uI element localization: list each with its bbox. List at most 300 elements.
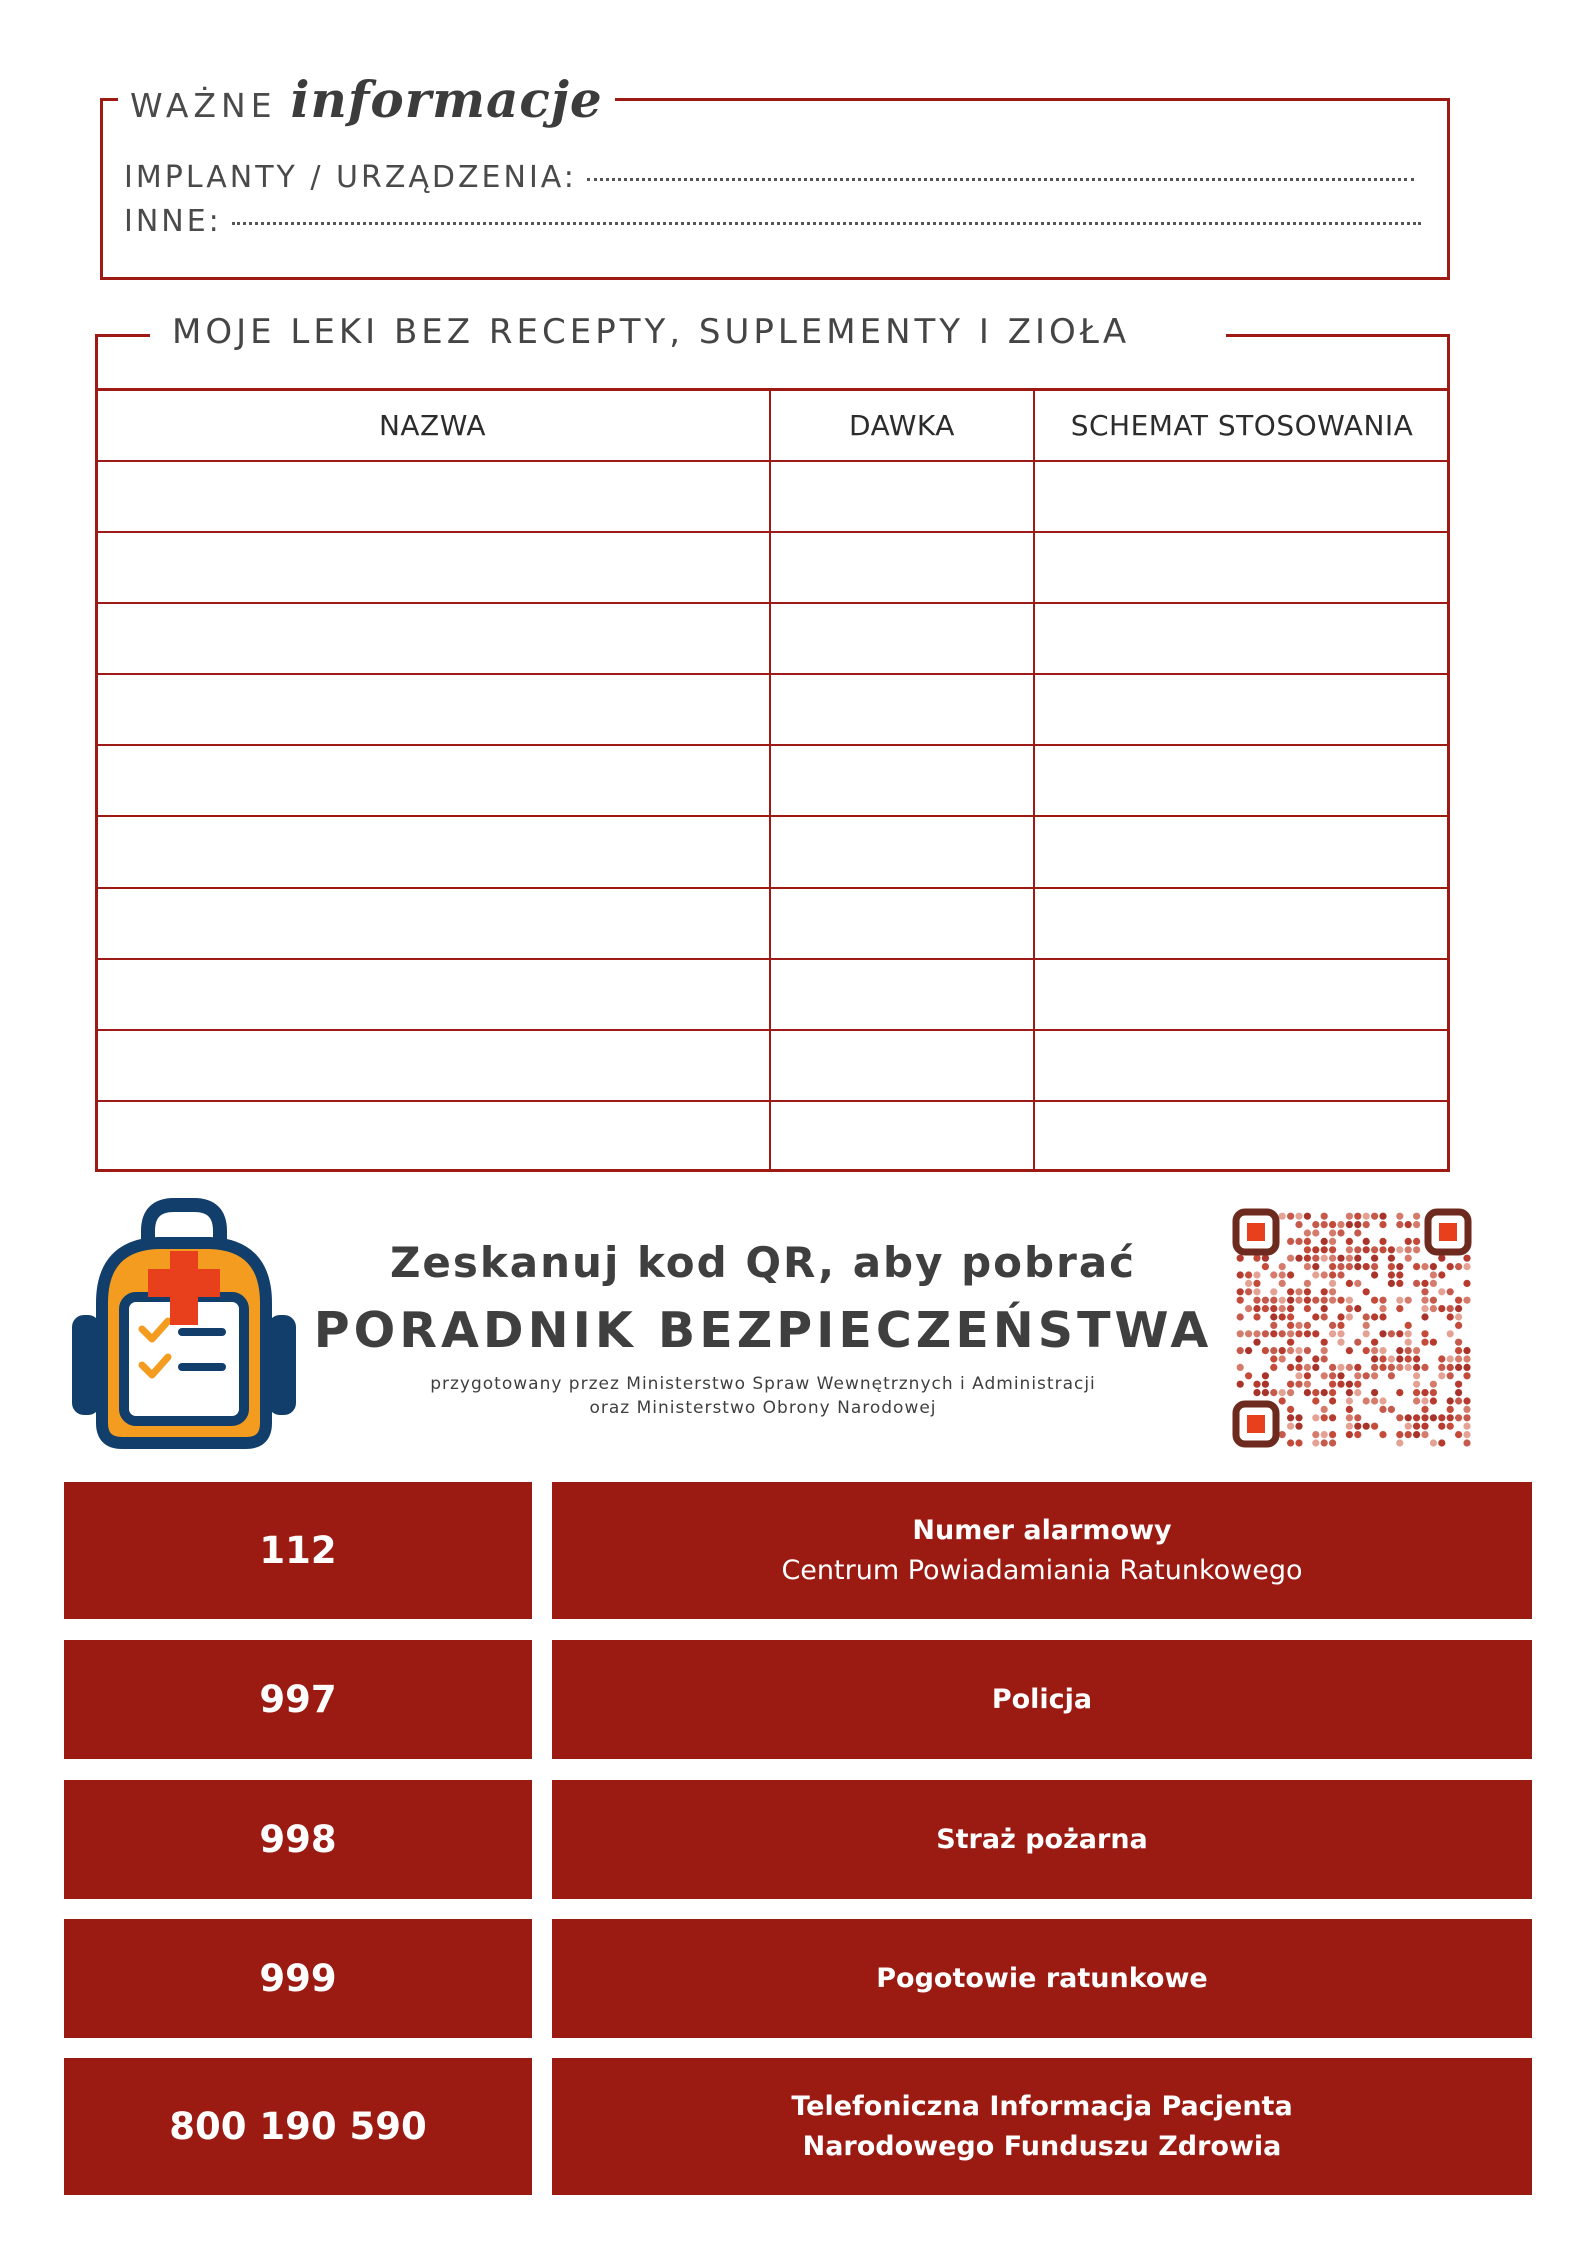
qr-dot bbox=[1321, 1372, 1328, 1379]
qr-dot bbox=[1312, 1355, 1319, 1362]
qr-dot bbox=[1388, 1255, 1395, 1262]
qr-dot bbox=[1354, 1364, 1361, 1371]
qr-dot bbox=[1463, 1297, 1470, 1304]
qr-dot bbox=[1421, 1364, 1428, 1371]
qr-dot bbox=[1396, 1364, 1403, 1371]
qr-dot bbox=[1396, 1439, 1403, 1446]
qr-dot bbox=[1346, 1397, 1353, 1404]
qr-dot bbox=[1329, 1238, 1336, 1245]
table-row bbox=[96, 888, 1449, 959]
qr-dot bbox=[1396, 1414, 1403, 1421]
qr-dot bbox=[1363, 1372, 1370, 1379]
qr-dot bbox=[1321, 1439, 1328, 1446]
qr-dot bbox=[1321, 1406, 1328, 1413]
qr-dot bbox=[1413, 1372, 1420, 1379]
qr-dot bbox=[1329, 1389, 1336, 1396]
qr-dot bbox=[1321, 1389, 1328, 1396]
qr-dot bbox=[1337, 1381, 1344, 1388]
qr-dot bbox=[1329, 1330, 1336, 1337]
qr-dot bbox=[1295, 1213, 1302, 1220]
qr-dot bbox=[1371, 1313, 1378, 1320]
qr-dot bbox=[1287, 1439, 1294, 1446]
qr-dot bbox=[1413, 1213, 1420, 1220]
qr-dot bbox=[1312, 1263, 1319, 1270]
qr-dot bbox=[1312, 1389, 1319, 1396]
qr-dot bbox=[1329, 1322, 1336, 1329]
qr-dot bbox=[1405, 1339, 1412, 1346]
name-cell[interactable] bbox=[96, 816, 770, 887]
qr-dot bbox=[1253, 1313, 1260, 1320]
qr-dot bbox=[1295, 1330, 1302, 1337]
qr-dot bbox=[1287, 1297, 1294, 1304]
qr-dot bbox=[1337, 1339, 1344, 1346]
dose-cell[interactable] bbox=[770, 745, 1034, 816]
qr-dot bbox=[1430, 1439, 1437, 1446]
qr-dot bbox=[1270, 1305, 1277, 1312]
dose-cell[interactable] bbox=[770, 674, 1034, 745]
qr-dot bbox=[1455, 1397, 1462, 1404]
qr-dot bbox=[1245, 1305, 1252, 1312]
emergency-desc-nfz bbox=[552, 2058, 1532, 2195]
qr-dot bbox=[1455, 1431, 1462, 1438]
qr-dot bbox=[1354, 1423, 1361, 1430]
qr-dot bbox=[1312, 1364, 1319, 1371]
other-field[interactable] bbox=[124, 204, 1421, 239]
qr-dot bbox=[1438, 1372, 1445, 1379]
qr-dot bbox=[1270, 1271, 1277, 1278]
qr-dot bbox=[1421, 1313, 1428, 1320]
qr-dot bbox=[1329, 1229, 1336, 1236]
table-row bbox=[96, 1101, 1449, 1172]
qr-dot bbox=[1463, 1364, 1470, 1371]
qr-dot bbox=[1463, 1372, 1470, 1379]
qr-dot bbox=[1304, 1347, 1311, 1354]
qr-dot bbox=[1295, 1221, 1302, 1228]
qr-dot bbox=[1363, 1423, 1370, 1430]
qr-dot bbox=[1405, 1221, 1412, 1228]
qr-dot bbox=[1262, 1255, 1269, 1262]
qr-dot bbox=[1354, 1372, 1361, 1379]
name-cell[interactable] bbox=[96, 888, 770, 959]
qr-dot bbox=[1405, 1414, 1412, 1421]
qr-dot bbox=[1430, 1263, 1437, 1270]
qr-dot bbox=[1405, 1431, 1412, 1438]
qr-dot bbox=[1430, 1305, 1437, 1312]
name-cell[interactable] bbox=[96, 1030, 770, 1101]
qr-dot bbox=[1447, 1305, 1454, 1312]
qr-dot bbox=[1421, 1423, 1428, 1430]
qr-finder-top-left bbox=[1236, 1212, 1276, 1252]
qr-dot bbox=[1413, 1431, 1420, 1438]
qr-dot bbox=[1363, 1263, 1370, 1270]
qr-dot bbox=[1270, 1364, 1277, 1371]
qr-dot bbox=[1413, 1246, 1420, 1253]
qr-dot bbox=[1455, 1297, 1462, 1304]
qr-dot bbox=[1312, 1229, 1319, 1236]
qr-dot bbox=[1363, 1330, 1370, 1337]
schedule-cell[interactable] bbox=[1034, 461, 1449, 532]
qr-code[interactable] bbox=[1232, 1208, 1472, 1448]
qr-dot bbox=[1363, 1322, 1370, 1329]
qr-dot bbox=[1321, 1355, 1328, 1362]
qr-dot bbox=[1455, 1355, 1462, 1362]
qr-dot bbox=[1455, 1347, 1462, 1354]
qr-dot bbox=[1396, 1347, 1403, 1354]
qr-dot bbox=[1295, 1364, 1302, 1371]
qr-dot bbox=[1337, 1322, 1344, 1329]
qr-dot bbox=[1388, 1330, 1395, 1337]
qr-dot bbox=[1421, 1431, 1428, 1438]
qr-dot bbox=[1237, 1330, 1244, 1337]
emergency-title: Policja bbox=[991, 1683, 1093, 1715]
qr-dot bbox=[1312, 1330, 1319, 1337]
qr-dot bbox=[1413, 1355, 1420, 1362]
qr-dot bbox=[1379, 1313, 1386, 1320]
meds-table bbox=[96, 388, 1449, 1172]
dose-cell[interactable] bbox=[770, 959, 1034, 1030]
qr-dot bbox=[1262, 1305, 1269, 1312]
qr-dot bbox=[1279, 1355, 1286, 1362]
qr-dot bbox=[1430, 1414, 1437, 1421]
qr-dot bbox=[1321, 1414, 1328, 1421]
promo-prepared-by-line2: oraz Ministerstwo Obrony Narodowej bbox=[589, 1398, 937, 1418]
qr-dot bbox=[1312, 1255, 1319, 1262]
schedule-cell[interactable] bbox=[1034, 1101, 1449, 1172]
qr-dot bbox=[1329, 1280, 1336, 1287]
qr-dot bbox=[1321, 1213, 1328, 1220]
qr-dot bbox=[1287, 1313, 1294, 1320]
qr-dot bbox=[1388, 1263, 1395, 1270]
emergency-number-nfz[interactable]: 800 190 590 bbox=[64, 2058, 532, 2195]
dose-cell[interactable] bbox=[770, 532, 1034, 603]
emergency-number-112[interactable]: 112 bbox=[64, 1482, 532, 1619]
qr-dot bbox=[1346, 1255, 1353, 1262]
qr-dot bbox=[1413, 1381, 1420, 1388]
qr-dot bbox=[1363, 1221, 1370, 1228]
qr-finder-bottom-left bbox=[1236, 1404, 1276, 1444]
qr-dot bbox=[1329, 1381, 1336, 1388]
qr-dot bbox=[1354, 1280, 1361, 1287]
qr-dot bbox=[1287, 1330, 1294, 1337]
qr-dot bbox=[1287, 1238, 1294, 1245]
qr-dot bbox=[1379, 1406, 1386, 1413]
qr-dot bbox=[1253, 1339, 1260, 1346]
emergency-number-999[interactable]: 999 bbox=[64, 1919, 532, 2038]
emergency-title: Pogotowie ratunkowe bbox=[876, 1962, 1208, 1994]
qr-dot bbox=[1262, 1372, 1269, 1379]
qr-dot bbox=[1447, 1372, 1454, 1379]
qr-dot bbox=[1447, 1423, 1454, 1430]
qr-dot bbox=[1287, 1389, 1294, 1396]
qr-dot bbox=[1405, 1255, 1412, 1262]
qr-dot bbox=[1405, 1364, 1412, 1371]
dose-cell[interactable] bbox=[770, 816, 1034, 887]
qr-dot bbox=[1354, 1255, 1361, 1262]
dose-cell[interactable] bbox=[770, 1101, 1034, 1172]
qr-dot bbox=[1253, 1297, 1260, 1304]
emergency-title: Telefoniczna Informacja Pacjenta bbox=[791, 2090, 1293, 2122]
name-cell[interactable] bbox=[96, 959, 770, 1030]
qr-dot bbox=[1413, 1423, 1420, 1430]
qr-dot bbox=[1287, 1288, 1294, 1295]
dose-cell[interactable] bbox=[770, 1030, 1034, 1101]
emergency-number-997[interactable]: 997 bbox=[64, 1640, 532, 1759]
emergency-desc-112 bbox=[552, 1482, 1532, 1619]
qr-dot bbox=[1346, 1414, 1353, 1421]
qr-dot bbox=[1421, 1280, 1428, 1287]
qr-dot bbox=[1337, 1330, 1344, 1337]
schedule-cell[interactable] bbox=[1034, 1030, 1449, 1101]
qr-dot bbox=[1312, 1271, 1319, 1278]
qr-dot bbox=[1438, 1364, 1445, 1371]
qr-dot bbox=[1371, 1389, 1378, 1396]
qr-dot bbox=[1337, 1229, 1344, 1236]
qr-dot bbox=[1346, 1406, 1353, 1413]
qr-dot bbox=[1405, 1355, 1412, 1362]
qr-dot bbox=[1304, 1288, 1311, 1295]
qr-dot bbox=[1337, 1271, 1344, 1278]
qr-dot bbox=[1346, 1381, 1353, 1388]
meds-header-row bbox=[96, 390, 1449, 461]
qr-dot bbox=[1295, 1347, 1302, 1354]
qr-dot bbox=[1363, 1213, 1370, 1220]
qr-dot bbox=[1279, 1431, 1286, 1438]
qr-dot bbox=[1329, 1263, 1336, 1270]
qr-dot bbox=[1371, 1255, 1378, 1262]
qr-dot bbox=[1413, 1221, 1420, 1228]
qr-dot bbox=[1455, 1414, 1462, 1421]
qr-dot bbox=[1371, 1423, 1378, 1430]
qr-dot bbox=[1396, 1280, 1403, 1287]
qr-dot bbox=[1463, 1423, 1470, 1430]
qr-dot bbox=[1270, 1322, 1277, 1329]
qr-dot bbox=[1438, 1305, 1445, 1312]
qr-dot bbox=[1447, 1364, 1454, 1371]
qr-dot bbox=[1354, 1339, 1361, 1346]
qr-dot bbox=[1354, 1221, 1361, 1228]
qr-dot bbox=[1270, 1355, 1277, 1362]
dose-cell[interactable] bbox=[770, 603, 1034, 674]
qr-dot bbox=[1455, 1381, 1462, 1388]
qr-dot bbox=[1463, 1355, 1470, 1362]
table-row bbox=[96, 461, 1449, 532]
table-row bbox=[96, 959, 1449, 1030]
qr-dot bbox=[1279, 1397, 1286, 1404]
qr-dot bbox=[1270, 1347, 1277, 1354]
qr-dot bbox=[1304, 1389, 1311, 1396]
qr-dot bbox=[1379, 1397, 1386, 1404]
qr-dot bbox=[1354, 1381, 1361, 1388]
qr-dot bbox=[1346, 1364, 1353, 1371]
emergency-desc-997 bbox=[552, 1640, 1532, 1759]
qr-dot bbox=[1371, 1213, 1378, 1220]
emergency-title: Numer alarmowy bbox=[912, 1514, 1172, 1546]
qr-dot bbox=[1346, 1297, 1353, 1304]
qr-dot bbox=[1388, 1280, 1395, 1287]
table-row bbox=[96, 532, 1449, 603]
qr-dot bbox=[1354, 1305, 1361, 1312]
qr-dot bbox=[1270, 1389, 1277, 1396]
qr-dot bbox=[1455, 1339, 1462, 1346]
schedule-cell[interactable] bbox=[1034, 603, 1449, 674]
qr-dot bbox=[1354, 1246, 1361, 1253]
schedule-cell[interactable] bbox=[1034, 745, 1449, 816]
qr-dot bbox=[1430, 1339, 1437, 1346]
schedule-cell[interactable] bbox=[1034, 888, 1449, 959]
qr-dot bbox=[1438, 1355, 1445, 1362]
qr-dot bbox=[1295, 1297, 1302, 1304]
qr-dot bbox=[1262, 1330, 1269, 1337]
qr-dot bbox=[1346, 1246, 1353, 1253]
qr-dot bbox=[1463, 1263, 1470, 1270]
qr-dot bbox=[1304, 1381, 1311, 1388]
qr-dot bbox=[1447, 1414, 1454, 1421]
qr-dot bbox=[1438, 1423, 1445, 1430]
qr-dot bbox=[1371, 1271, 1378, 1278]
qr-dot bbox=[1421, 1406, 1428, 1413]
qr-dot bbox=[1388, 1372, 1395, 1379]
qr-dot bbox=[1245, 1271, 1252, 1278]
qr-dot bbox=[1438, 1255, 1445, 1262]
qr-dot bbox=[1245, 1330, 1252, 1337]
qr-dot bbox=[1354, 1263, 1361, 1270]
name-cell[interactable] bbox=[96, 745, 770, 816]
qr-dot bbox=[1312, 1313, 1319, 1320]
qr-dot bbox=[1253, 1255, 1260, 1262]
table-row bbox=[96, 1030, 1449, 1101]
schedule-cell[interactable] bbox=[1034, 532, 1449, 603]
qr-dot bbox=[1312, 1439, 1319, 1446]
qr-dot bbox=[1405, 1322, 1412, 1329]
qr-dot bbox=[1295, 1414, 1302, 1421]
qr-dot bbox=[1279, 1305, 1286, 1312]
qr-dot bbox=[1321, 1297, 1328, 1304]
dose-cell[interactable] bbox=[770, 461, 1034, 532]
qr-dot bbox=[1279, 1313, 1286, 1320]
qr-dot bbox=[1237, 1381, 1244, 1388]
qr-dot bbox=[1262, 1389, 1269, 1396]
qr-dot bbox=[1337, 1297, 1344, 1304]
qr-dot bbox=[1438, 1439, 1445, 1446]
dose-cell[interactable] bbox=[770, 888, 1034, 959]
qr-dot bbox=[1413, 1347, 1420, 1354]
qr-dot bbox=[1396, 1330, 1403, 1337]
qr-dot bbox=[1438, 1271, 1445, 1278]
qr-dot bbox=[1363, 1288, 1370, 1295]
qr-dot bbox=[1253, 1305, 1260, 1312]
qr-dot bbox=[1430, 1271, 1437, 1278]
qr-dot bbox=[1321, 1238, 1328, 1245]
qr-dot bbox=[1237, 1347, 1244, 1354]
qr-dot bbox=[1304, 1246, 1311, 1253]
name-cell[interactable] bbox=[96, 603, 770, 674]
qr-dot bbox=[1438, 1414, 1445, 1421]
emergency-number-998[interactable]: 998 bbox=[64, 1780, 532, 1899]
qr-dot bbox=[1371, 1263, 1378, 1270]
qr-dot bbox=[1363, 1397, 1370, 1404]
qr-dot bbox=[1295, 1439, 1302, 1446]
schedule-cell[interactable] bbox=[1034, 674, 1449, 745]
qr-dot bbox=[1354, 1414, 1361, 1421]
qr-dot bbox=[1329, 1255, 1336, 1262]
qr-dot bbox=[1405, 1330, 1412, 1337]
qr-dot bbox=[1421, 1263, 1428, 1270]
qr-dot bbox=[1455, 1322, 1462, 1329]
qr-dot bbox=[1262, 1347, 1269, 1354]
first-aid-backpack-icon bbox=[66, 1195, 302, 1455]
qr-dot bbox=[1329, 1397, 1336, 1404]
qr-dot bbox=[1371, 1364, 1378, 1371]
qr-dot bbox=[1346, 1213, 1353, 1220]
qr-dot bbox=[1253, 1330, 1260, 1337]
qr-dot bbox=[1379, 1246, 1386, 1253]
qr-dot bbox=[1354, 1431, 1361, 1438]
qr-dot bbox=[1455, 1364, 1462, 1371]
qr-dot bbox=[1371, 1347, 1378, 1354]
qr-dot bbox=[1413, 1238, 1420, 1245]
column-header-dose: DAWKA bbox=[770, 390, 1034, 461]
qr-dot bbox=[1321, 1271, 1328, 1278]
qr-dot bbox=[1413, 1397, 1420, 1404]
name-cell[interactable] bbox=[96, 674, 770, 745]
qr-dot bbox=[1337, 1263, 1344, 1270]
implants-field[interactable] bbox=[124, 160, 1414, 195]
qr-dot bbox=[1337, 1372, 1344, 1379]
qr-dot bbox=[1287, 1414, 1294, 1421]
qr-dot bbox=[1405, 1423, 1412, 1430]
qr-dot bbox=[1237, 1271, 1244, 1278]
qr-dot bbox=[1346, 1238, 1353, 1245]
name-cell[interactable] bbox=[96, 461, 770, 532]
qr-dot bbox=[1321, 1221, 1328, 1228]
emergency-desc-998 bbox=[552, 1780, 1532, 1899]
qr-dot bbox=[1354, 1389, 1361, 1396]
qr-dot bbox=[1346, 1280, 1353, 1287]
qr-dot bbox=[1363, 1313, 1370, 1320]
qr-dot bbox=[1421, 1389, 1428, 1396]
qr-dot bbox=[1270, 1297, 1277, 1304]
qr-dot bbox=[1455, 1313, 1462, 1320]
qr-dot bbox=[1270, 1330, 1277, 1337]
qr-dot bbox=[1447, 1313, 1454, 1320]
qr-dot bbox=[1253, 1389, 1260, 1396]
qr-dot bbox=[1287, 1213, 1294, 1220]
qr-dot bbox=[1287, 1406, 1294, 1413]
qr-dot bbox=[1346, 1263, 1353, 1270]
qr-dot bbox=[1421, 1288, 1428, 1295]
name-cell[interactable] bbox=[96, 532, 770, 603]
qr-dot bbox=[1455, 1389, 1462, 1396]
qr-dot bbox=[1337, 1221, 1344, 1228]
qr-dot bbox=[1438, 1288, 1445, 1295]
qr-dot bbox=[1279, 1271, 1286, 1278]
qr-dot bbox=[1346, 1431, 1353, 1438]
qr-dot bbox=[1321, 1431, 1328, 1438]
schedule-cell[interactable] bbox=[1034, 816, 1449, 887]
qr-dot bbox=[1304, 1305, 1311, 1312]
qr-dot bbox=[1396, 1246, 1403, 1253]
qr-dot bbox=[1304, 1372, 1311, 1379]
qr-dot bbox=[1337, 1255, 1344, 1262]
qr-dot bbox=[1287, 1339, 1294, 1346]
name-cell[interactable] bbox=[96, 1101, 770, 1172]
qr-dot bbox=[1346, 1389, 1353, 1396]
table-row bbox=[96, 745, 1449, 816]
schedule-cell[interactable] bbox=[1034, 959, 1449, 1030]
other-label: INNE: bbox=[124, 204, 222, 239]
qr-dot bbox=[1413, 1364, 1420, 1371]
qr-dot bbox=[1321, 1313, 1328, 1320]
